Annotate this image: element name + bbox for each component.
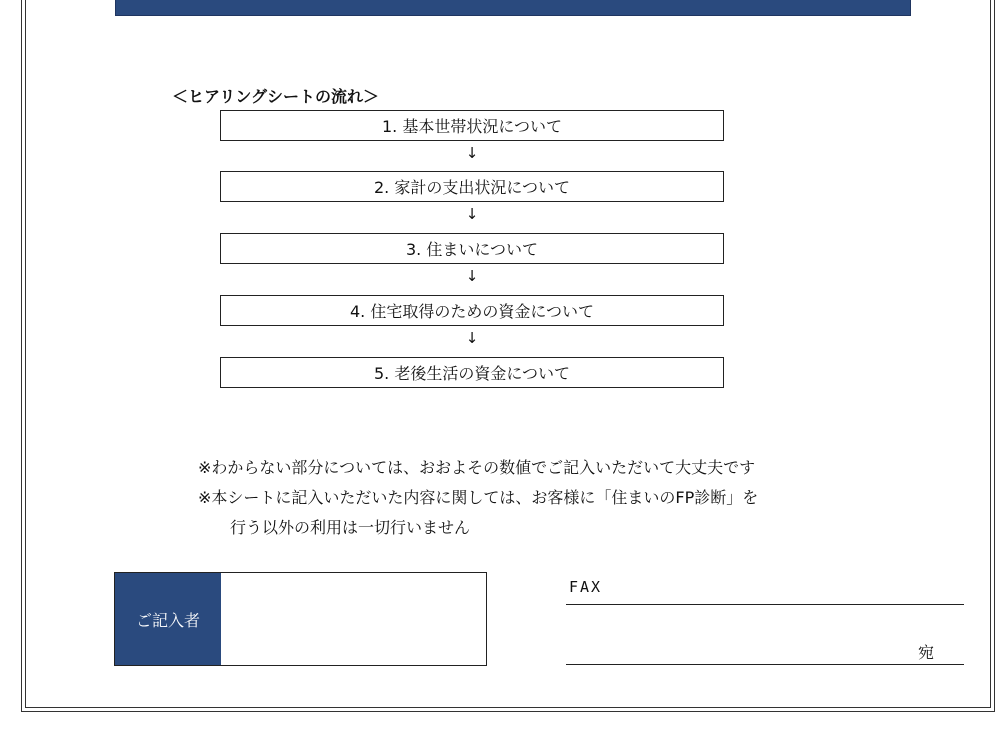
flow-heading: ＜ヒアリングシートの流れ＞ xyxy=(172,87,380,106)
flow-step-1: 1. 基本世帯状況について xyxy=(220,110,724,141)
flow-arrow: ↓ xyxy=(465,267,479,285)
fax-label: FAX xyxy=(569,578,603,596)
note-line-1: ※わからない部分については、おおよその数値でご記入いただいて大丈夫です xyxy=(198,458,756,477)
entry-box xyxy=(114,572,487,666)
flow-step-3: 3. 住まいについて xyxy=(220,233,724,264)
flow-arrow: ↓ xyxy=(465,205,479,223)
flow-arrow: ↓ xyxy=(465,329,479,347)
recipient-field[interactable] xyxy=(566,664,964,665)
entry-label: ご記入者 xyxy=(115,573,221,665)
entry-name-field[interactable] xyxy=(221,573,486,665)
flow-step-4: 4. 住宅取得のための資金について xyxy=(220,295,724,326)
note-line-3: 行う以外の利用は一切行いません xyxy=(230,518,471,537)
note-line-2: ※本シートに記入いただいた内容に関しては、お客様に「住まいのFP診断」を xyxy=(198,488,759,507)
flow-step-5: 5. 老後生活の資金について xyxy=(220,357,724,388)
recipient-suffix: 宛 xyxy=(918,643,935,662)
fax-number-field[interactable] xyxy=(566,604,964,605)
flow-arrow: ↓ xyxy=(465,144,479,162)
flow-step-2: 2. 家計の支出状況について xyxy=(220,171,724,202)
title-banner xyxy=(115,0,911,16)
